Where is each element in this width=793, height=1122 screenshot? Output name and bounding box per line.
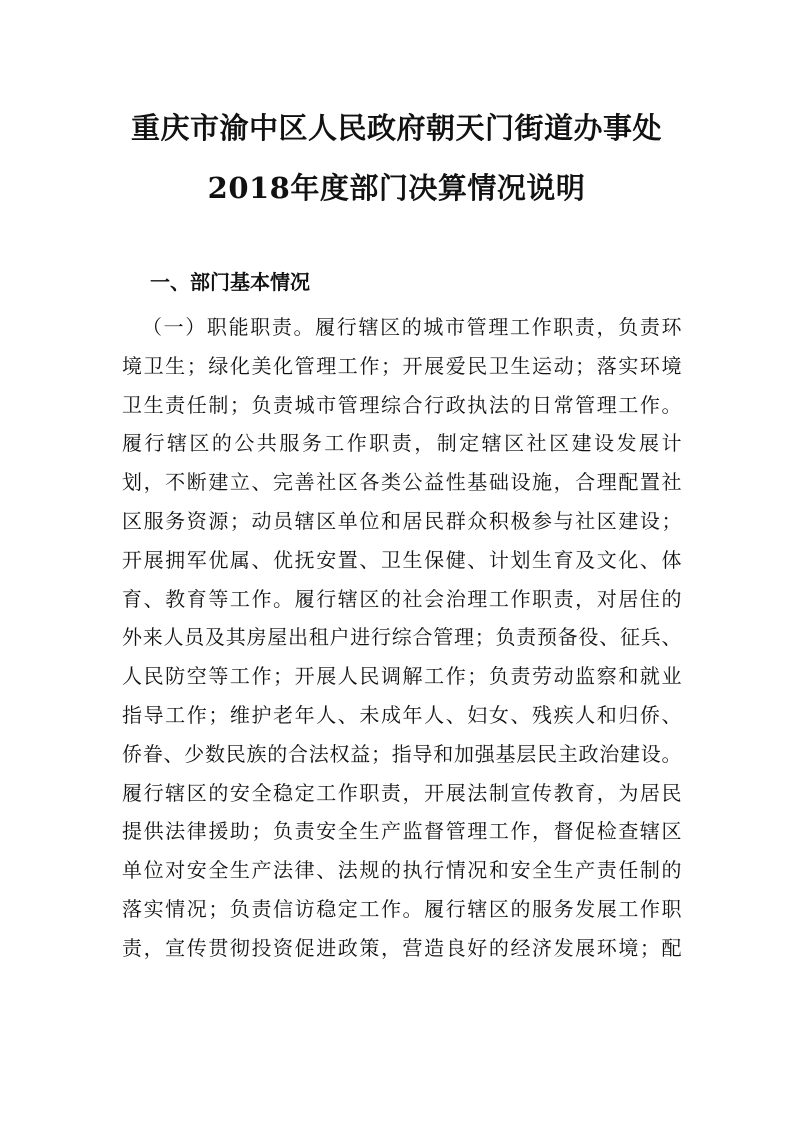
body-line: 外来人员及其房屋出租户进行综合管理；负责预备役、征兵、 [122, 625, 682, 650]
document-title-line-1: 重庆市渝中区人民政府朝天门街道办事处 [130, 111, 662, 145]
section-heading: 一、部门基本情况 [150, 270, 310, 294]
body-line: 开展拥军优属、优抚安置、卫生保健、计划生育及文化、体 [122, 547, 682, 572]
body-line: 育、教育等工作。履行辖区的社会治理工作职责，对居住的 [122, 586, 682, 611]
body-line: 履行辖区的公共服务工作职责，制定辖区社区建设发展计 [122, 431, 682, 456]
document-title-line-2: 2018年度部门决算情况说明 [207, 171, 586, 205]
body-line: （一）职能职责。履行辖区的城市管理工作职责，负责环 [142, 315, 682, 339]
body-line: 境卫生；绿化美化管理工作；开展爱民卫生运动；落实环境 [122, 353, 682, 378]
body-line: 侨眷、少数民族的合法权益；指导和加强基层民主政治建设。 [122, 741, 682, 766]
body-line: 履行辖区的安全稳定工作职责，开展法制宣传教育，为居民 [122, 780, 682, 805]
body-line: 责，宣传贯彻投资促进政策，营造良好的经济发展环境；配 [122, 935, 682, 960]
body-line: 划，不断建立、完善社区各类公益性基础设施，合理配置社 [122, 470, 682, 495]
body-line: 人民防空等工作；开展人民调解工作；负责劳动监察和就业 [122, 664, 682, 689]
body-paragraph [122, 308, 682, 968]
body-line: 区服务资源；动员辖区单位和居民群众积极参与社区建设； [122, 508, 682, 533]
body-line: 单位对安全生产法律、法规的执行情况和安全生产责任制的 [122, 858, 682, 883]
body-line: 落实情况；负责信访稳定工作。履行辖区的服务发展工作职 [122, 896, 682, 921]
body-line: 提供法律援助；负责安全生产监督管理工作，督促检查辖区 [122, 819, 682, 844]
body-line: 卫生责任制；负责城市管理综合行政执法的日常管理工作。 [122, 392, 682, 417]
body-line: 指导工作；维护老年人、未成年人、妇女、残疾人和归侨、 [122, 702, 682, 727]
